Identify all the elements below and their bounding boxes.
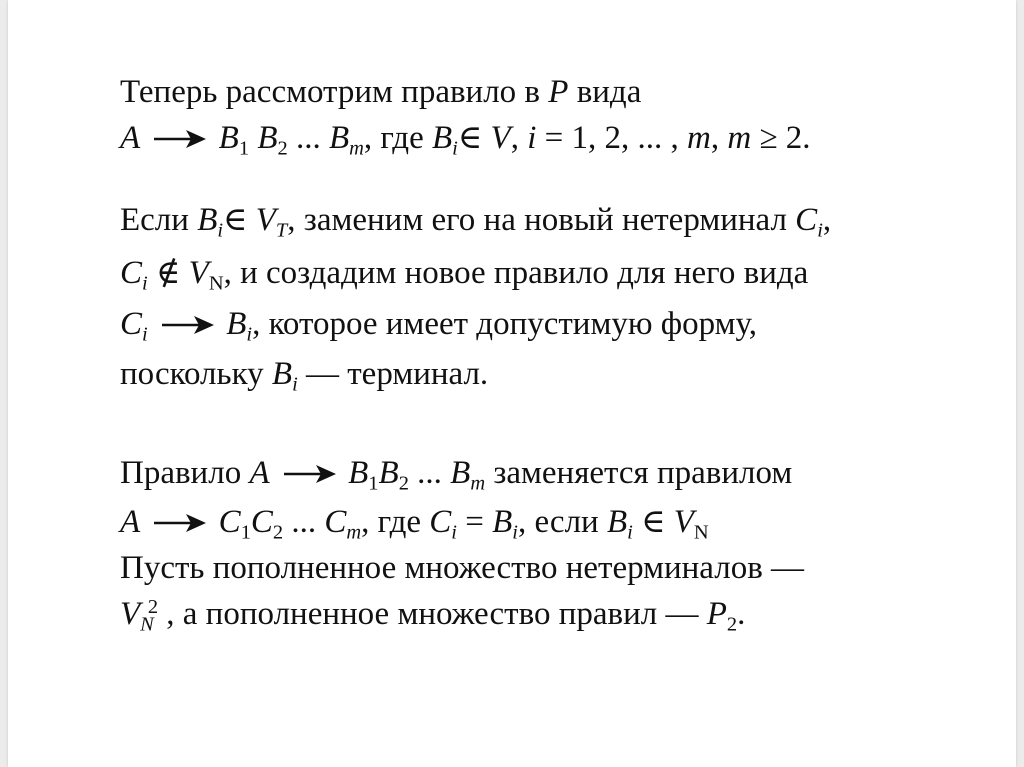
text-fragment: заменяется правилом [485, 455, 793, 491]
subscript: N [208, 272, 224, 295]
math-symbol: B [328, 120, 350, 156]
math-symbol: B [450, 455, 471, 491]
text-fragment: — терминал. [297, 356, 489, 392]
math-symbol: C [324, 504, 347, 540]
math-symbol: m [687, 120, 711, 156]
math-symbol: B [431, 120, 453, 156]
text-line-10 [120, 594, 745, 634]
text-fragment: ... [287, 120, 329, 156]
text-fragment: , и создадим новое правило для него вида [223, 255, 809, 291]
math-symbol: B [606, 504, 628, 540]
subscript: 2 [277, 137, 288, 160]
text-fragment: = 1, 2, ... , [536, 120, 687, 156]
text-fragment: . [737, 596, 746, 632]
text-fragment: Пусть пополненное множество нетерминалов — [120, 550, 805, 586]
text-fragment: , где [361, 504, 430, 540]
text-fragment: ≥ 2. [751, 120, 811, 156]
text-line-5 [120, 304, 757, 344]
math-symbol: C [250, 504, 273, 540]
subscript: i [512, 521, 518, 544]
text-fragment: Теперь рассмотрим правило в [120, 74, 549, 110]
math-symbol: A [249, 455, 270, 491]
text-line-3 [120, 200, 831, 240]
rule-formula-line [120, 502, 709, 542]
subscript: 2 [272, 521, 284, 544]
math-symbol: B [257, 120, 278, 156]
subscript: i [142, 272, 148, 295]
text-line-9 [120, 548, 804, 588]
text-fragment: , где [363, 120, 432, 156]
text-fragment: Если [120, 202, 198, 238]
subscript: m [346, 521, 362, 544]
math-symbol: B [197, 202, 218, 238]
math-symbol: C [218, 504, 241, 540]
text-fragment: , [822, 202, 832, 238]
math-symbol: V [255, 202, 276, 238]
text-line-1 [120, 72, 641, 112]
math-symbol: m [727, 120, 752, 156]
slide [8, 0, 1016, 767]
text-fragment: , [510, 120, 528, 156]
math-symbol: P [706, 596, 727, 632]
subscript: N [693, 521, 709, 544]
text-fragment: ∈ [632, 504, 674, 540]
math-symbol: C [120, 255, 143, 291]
text-fragment: вида [568, 74, 642, 110]
text-fragment: Правило [120, 455, 250, 491]
math-symbol: A [120, 504, 141, 540]
text-fragment: ... [283, 504, 325, 540]
text-fragment: , которое имеет допустимую форму, [252, 306, 757, 342]
subscript: N [140, 613, 154, 636]
math-symbol: B [226, 306, 247, 342]
subscript: i [292, 373, 298, 396]
subscript: 1 [368, 472, 379, 495]
right-arrow-icon [278, 462, 340, 486]
right-arrow-icon [156, 313, 218, 337]
subscript: i [246, 323, 253, 346]
subscript: i [627, 521, 633, 544]
subscript: i [452, 137, 458, 160]
text-fragment: ... [408, 455, 451, 491]
math-symbol: P [548, 74, 569, 110]
text-fragment: ∉ [147, 255, 189, 291]
subscript: m [470, 472, 486, 495]
text-fragment: , а пополненное множество правил — [158, 596, 707, 632]
subscript: i [217, 219, 224, 242]
subscript: 1 [240, 521, 251, 544]
subscript: i [142, 323, 148, 346]
subscript: i [451, 521, 457, 544]
math-symbol: V [188, 255, 209, 291]
math-symbol: C [795, 202, 818, 238]
math-symbol: A [120, 120, 141, 156]
text-fragment: ∈ [223, 202, 256, 238]
text-fragment: , заменим его на новый нетерминал [287, 202, 796, 238]
math-symbol: V [490, 120, 511, 156]
subscript: T [275, 219, 288, 242]
text-fragment: = [456, 504, 493, 540]
rule-formula-line [120, 118, 811, 158]
text-line-6 [120, 354, 488, 394]
text-fragment: поскольку [120, 356, 272, 392]
math-symbol: V [673, 504, 694, 540]
math-symbol: C [120, 306, 143, 342]
subscript: 2 [726, 613, 738, 636]
math-symbol: B [348, 455, 369, 491]
math-symbol: C [429, 504, 452, 540]
math-symbol: B [378, 455, 399, 491]
text-fragment: , если [517, 504, 607, 540]
math-symbol: B [271, 356, 293, 392]
right-arrow-icon [148, 511, 210, 535]
math-symbol: B [492, 504, 513, 540]
subscript: 1 [238, 137, 250, 160]
text-fragment: ∈ [457, 120, 491, 156]
text-fragment: , [710, 120, 728, 156]
text-line-4 [120, 253, 808, 293]
subscript: i [817, 219, 823, 242]
subscript: 2 [398, 472, 409, 495]
superscript: 2 [147, 595, 159, 618]
math-symbol: i [527, 120, 537, 156]
subscript: m [349, 137, 364, 160]
right-arrow-icon [148, 127, 210, 151]
text-line-7 [120, 453, 792, 493]
math-symbol: B [218, 120, 239, 156]
math-symbol: V [120, 596, 141, 632]
